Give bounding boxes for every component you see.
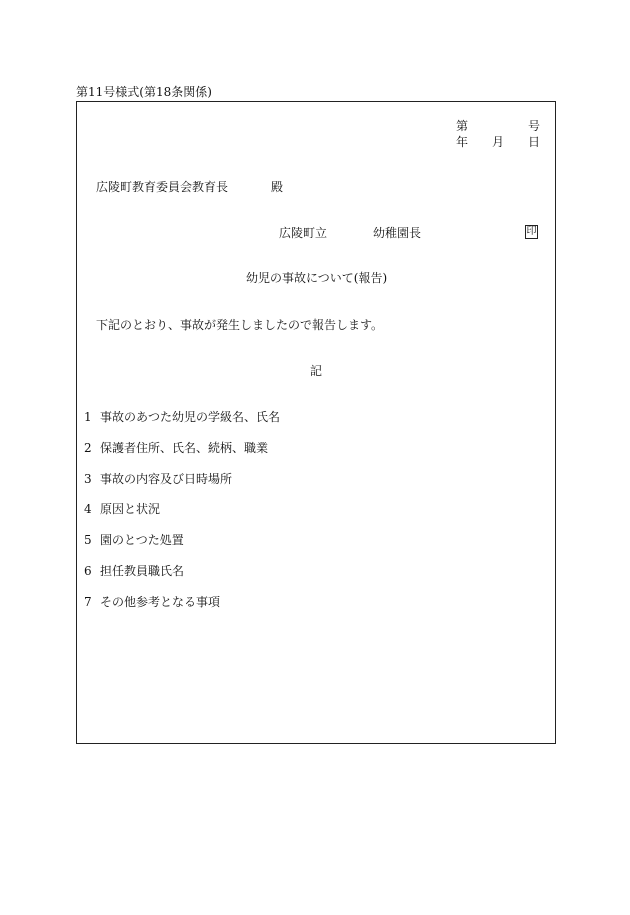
intro-text: 下記のとおり、事故が発生しましたので報告します。 (96, 318, 384, 332)
item-number: 2 (84, 441, 92, 455)
sender-town: 広陵町立 (279, 226, 328, 240)
item-number: 1 (84, 410, 92, 424)
item-text: 原因と状況 (100, 502, 161, 516)
document-number-go: 号 (528, 119, 541, 133)
date-month: 月 (492, 135, 505, 149)
sender-title: 幼稚園長 (373, 226, 422, 240)
item-number: 5 (84, 533, 92, 547)
item-text: 事故の内容及び日時場所 (100, 472, 233, 486)
seal-mark: 印 (526, 226, 537, 237)
document-number-dai: 第 (456, 119, 469, 133)
item-text: 園のとつた処置 (100, 533, 184, 547)
item-text: 担任教員職氏名 (100, 564, 185, 578)
form-number-label: 第11号様式(第18条関係) (76, 85, 212, 99)
item-text: 保護者住所、氏名、続柄、職業 (100, 441, 269, 455)
addressee-name: 広陵町教育委員会教育長 (96, 180, 229, 194)
item-number: 4 (84, 502, 92, 516)
subject-title: 幼児の事故について(報告) (246, 271, 388, 285)
addressee-honorific: 殿 (271, 180, 284, 194)
item-number: 3 (84, 472, 92, 486)
item-text: 事故のあつた幼児の学級名、氏名 (100, 410, 281, 424)
ki-heading: 記 (310, 364, 323, 378)
date-day: 日 (528, 135, 541, 149)
item-number: 7 (84, 595, 92, 609)
date-year: 年 (456, 135, 469, 149)
item-text: その他参考となる事項 (100, 595, 221, 609)
item-number: 6 (84, 564, 92, 578)
